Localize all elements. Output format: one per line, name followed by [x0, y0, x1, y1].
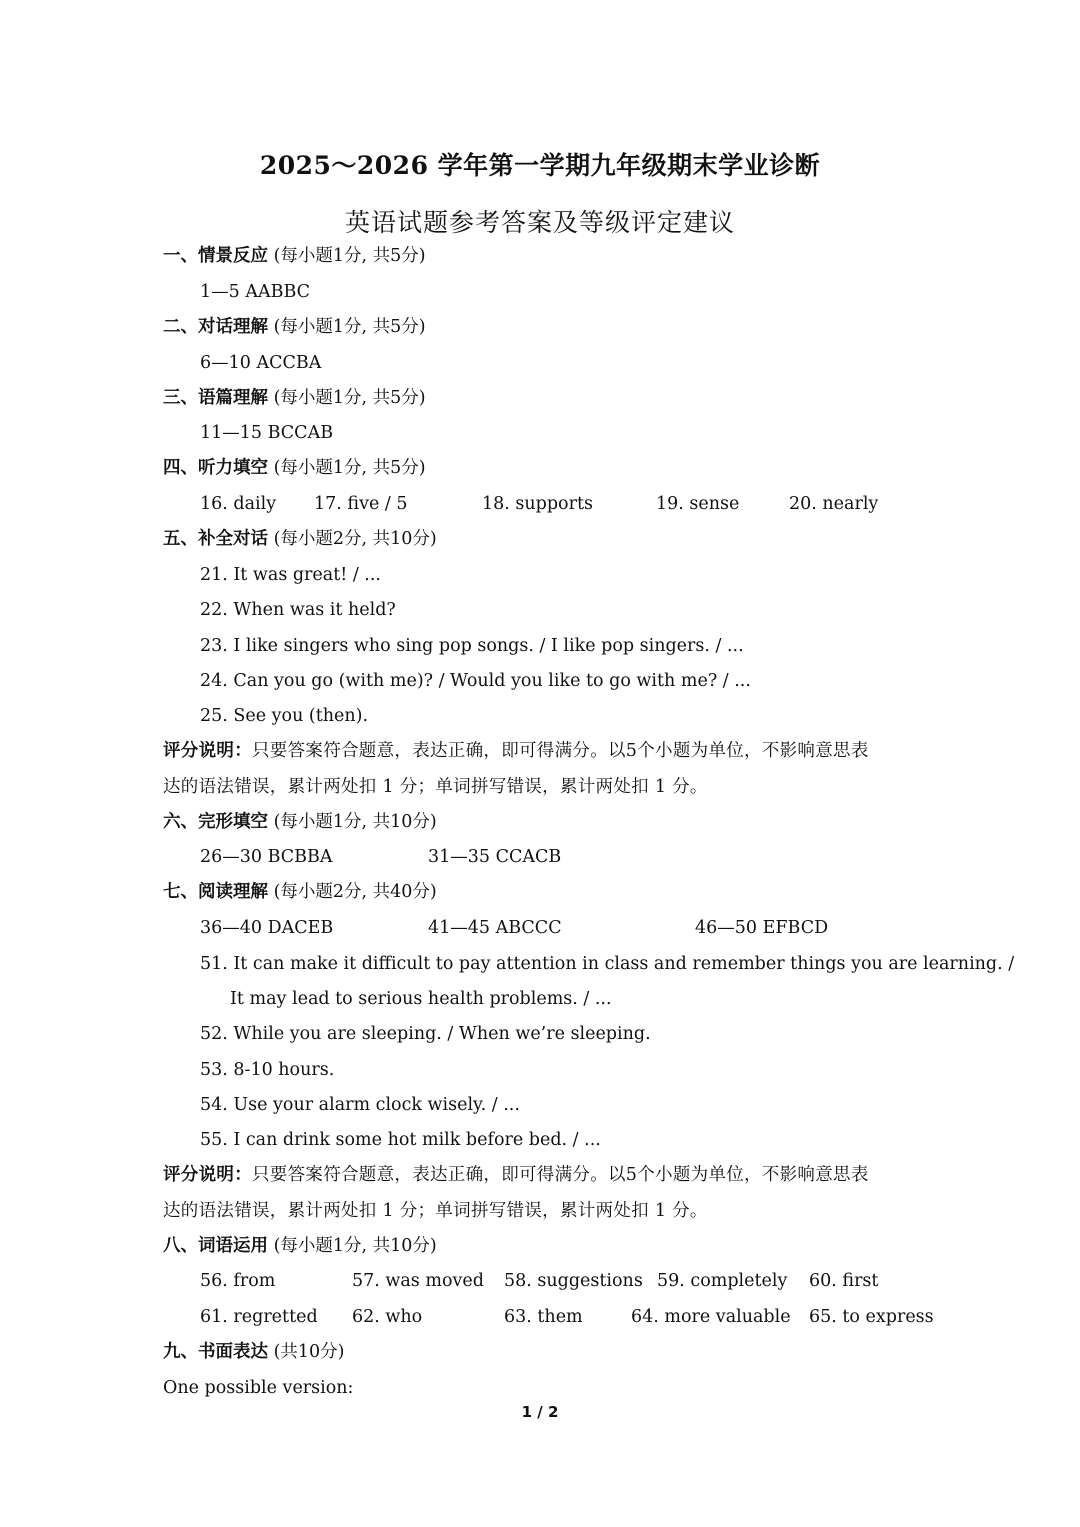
answer-21: 21. It was great! / ... [200, 565, 381, 585]
section-points: (共10分) [273, 1342, 345, 1362]
answer-17: 17. five / 5 [314, 494, 408, 514]
section-2-header [163, 315, 426, 339]
answer-60: 60. first [809, 1271, 879, 1291]
answer-16: 16. daily [200, 494, 277, 514]
section-heading: 六、完形填空 [163, 812, 268, 832]
section-heading: 二、对话理解 [163, 317, 268, 337]
scoring-note-1-line-1 [163, 739, 869, 763]
section-heading: 八、词语运用 [163, 1236, 268, 1256]
scoring-note-label: 评分说明： [163, 741, 252, 761]
section-1-answers: 1—5 AABBC [200, 282, 311, 302]
scoring-note-label: 评分说明： [163, 1165, 252, 1185]
section-points: (每小题1分, 共5分) [273, 317, 426, 337]
page-title: 2025～2026 学年第一学期九年级期末学业诊断 [259, 151, 821, 180]
section-heading: 九、书面表达 [163, 1342, 268, 1362]
answer-58: 58. suggestions [504, 1271, 643, 1291]
section-points: (每小题1分, 共10分) [273, 1236, 437, 1256]
section-points: (每小题1分, 共5分) [273, 246, 426, 266]
answer-52: 52. While you are sleeping. / When we’re sleeping. [200, 1024, 651, 1044]
answer-63: 63. them [504, 1307, 583, 1327]
section-points: (每小题1分, 共10分) [273, 812, 437, 832]
answer-51: 51. It can make it difficult to pay attention in class and remember things you are learning. / [200, 954, 1015, 974]
section-8-header [163, 1234, 437, 1258]
scoring-note-2-line-1 [163, 1163, 869, 1187]
section-points: (每小题1分, 共5分) [273, 458, 426, 478]
scoring-note-1-line-2: 达的语法错误，累计两处扣 1 分；单词拼写错误，累计两处扣 1 分。 [163, 777, 708, 797]
scoring-note-text: 只要答案符合题意，表达正确，即可得满分。以5个小题为单位，不影响意思表 [252, 741, 869, 761]
section-points: (每小题1分, 共5分) [273, 388, 426, 408]
answer-64: 64. more valuable [631, 1307, 791, 1327]
section-2-answers: 6—10 ACCBA [200, 353, 322, 373]
section-heading: 七、阅读理解 [163, 882, 268, 902]
answer-65: 65. to express [809, 1307, 934, 1327]
answer-25: 25. See you (then). [200, 706, 369, 726]
answer-53: 53. 8-10 hours. [200, 1060, 335, 1080]
answer-62: 62. who [352, 1307, 423, 1327]
page-subtitle: 英语试题参考答案及等级评定建议 [344, 208, 735, 237]
section-heading: 五、补全对话 [163, 529, 268, 549]
section-heading: 四、听力填空 [163, 458, 268, 478]
answer-26-30: 26—30 BCBBA [200, 847, 333, 867]
answer-59: 59. completely [657, 1271, 788, 1291]
page-number: 1 / 2 [521, 1403, 559, 1421]
answer-23: 23. I like singers who sing pop songs. / I like pop singers. / ... [200, 636, 744, 656]
answer-61: 61. regretted [200, 1307, 318, 1327]
answer-19: 19. sense [656, 494, 740, 514]
answer-20: 20. nearly [789, 494, 879, 514]
answer-36-40: 36—40 DACEB [200, 918, 334, 938]
answer-22: 22. When was it held? [200, 600, 396, 620]
scoring-note-2-line-2: 达的语法错误，累计两处扣 1 分；单词拼写错误，累计两处扣 1 分。 [163, 1201, 708, 1221]
section-1-header [163, 244, 426, 268]
answer-56: 56. from [200, 1271, 276, 1291]
section-4-header [163, 456, 426, 480]
writing-sample-label: One possible version: [163, 1378, 354, 1398]
section-5-header [163, 527, 437, 551]
scoring-note-text: 只要答案符合题意，表达正确，即可得满分。以5个小题为单位，不影响意思表 [252, 1165, 869, 1185]
answer-46-50: 46—50 EFBCD [695, 918, 829, 938]
section-9-header [163, 1340, 345, 1364]
answer-41-45: 41—45 ABCCC [428, 918, 562, 938]
answer-54: 54. Use your alarm clock wisely. / ... [200, 1095, 520, 1115]
answer-57: 57. was moved [352, 1271, 484, 1291]
section-heading: 一、情景反应 [163, 246, 268, 266]
section-6-header [163, 810, 437, 834]
answer-51-continued: It may lead to serious health problems. / ... [230, 989, 612, 1009]
section-3-header [163, 386, 426, 410]
section-points: (每小题2分, 共40分) [273, 882, 437, 902]
answer-18: 18. supports [482, 494, 593, 514]
section-heading: 三、语篇理解 [163, 388, 268, 408]
section-3-answers: 11—15 BCCAB [200, 423, 334, 443]
section-points: (每小题2分, 共10分) [273, 529, 437, 549]
answer-24: 24. Can you go (with me)? / Would you like to go with me? / ... [200, 671, 751, 691]
answer-55: 55. I can drink some hot milk before bed. / ... [200, 1130, 601, 1150]
section-7-header [163, 880, 437, 904]
answer-31-35: 31—35 CCACB [428, 847, 562, 867]
